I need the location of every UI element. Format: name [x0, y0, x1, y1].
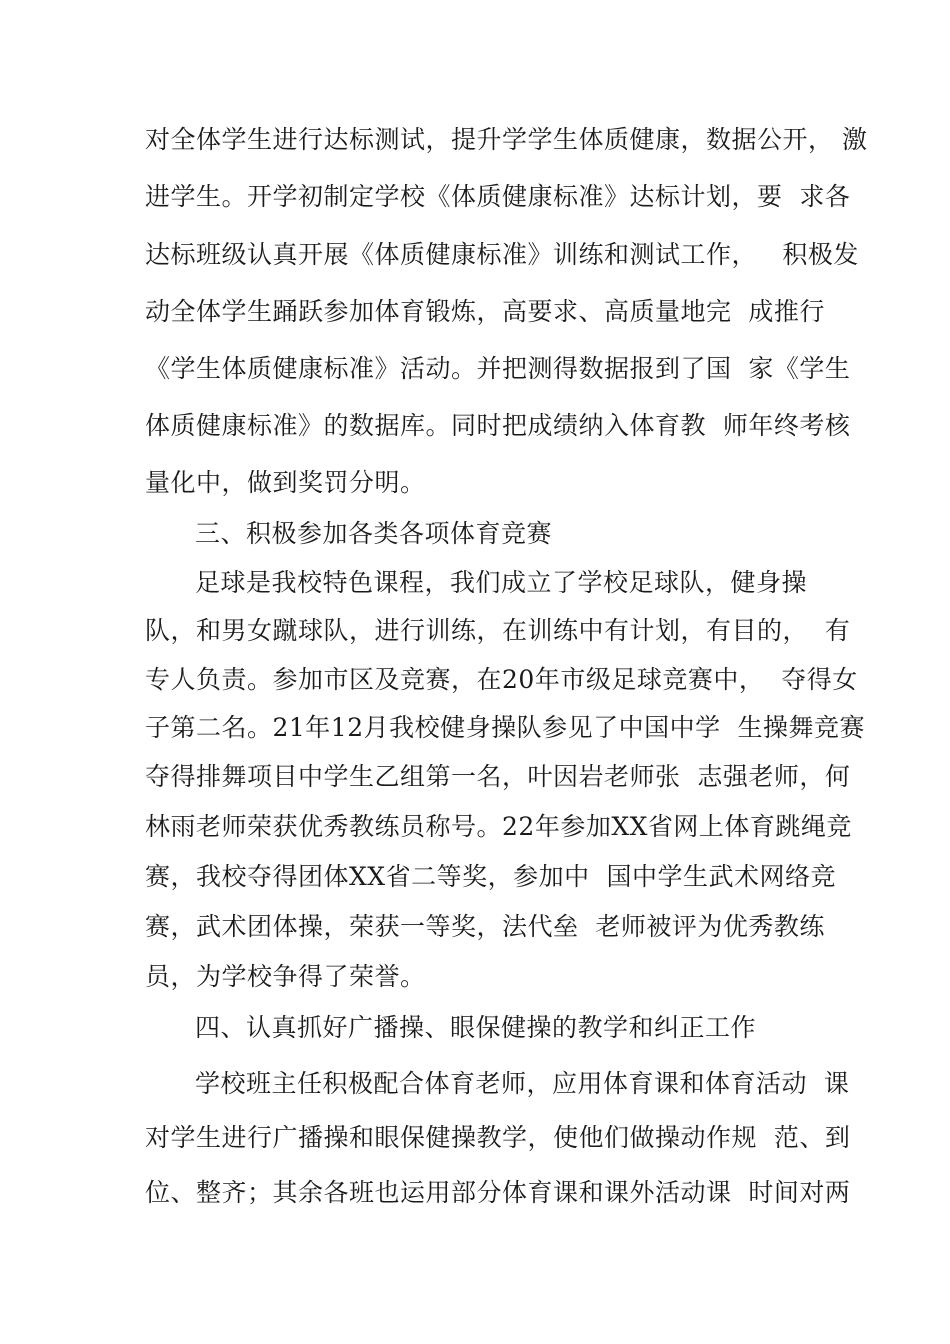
paragraph-line: 动全体学生踊跃参加体育锻炼，高要求、高质量地完 成推行	[145, 297, 825, 326]
paragraph-line: 量化中，做到奖罚分明。	[145, 468, 426, 497]
paragraph-line: 达标班级认真开展《体质健康标准》训练和测试工作， 积极发	[145, 240, 859, 269]
section-heading-4: 四、认真抓好广播操、眼保健操的教学和纠正工作	[195, 1013, 757, 1042]
paragraph-line: 《学生体质健康标准》活动。并把测得数据报到了国 家《学生	[145, 354, 851, 383]
section-heading-3: 三、积极参加各类各项体育竞赛	[195, 519, 553, 548]
paragraph-line: 夺得排舞项目中学生乙组第一名，叶因岩老师张 志强老师，何	[145, 762, 851, 791]
paragraph-line: 位、整齐；其余各班也运用部分体育课和课外活动课 时间对两	[145, 1178, 851, 1207]
paragraph-line: 对全体学生进行达标测试，提升学学生体质健康，数据公开， 激	[145, 125, 868, 154]
paragraph-line: 赛，我校夺得团体XX省二等奖，参加中 国中学生武术网络竞	[145, 862, 836, 891]
paragraph-line: 子第二名。21年12月我校健身操队参见了中国中学 生操舞竞赛	[145, 713, 866, 742]
paragraph-line: 足球是我校特色课程，我们成立了学校足球队，健身操	[195, 568, 808, 597]
paragraph-line: 队，和男女蹴球队，进行训练，在训练中有计划，有目的， 有	[145, 616, 851, 645]
paragraph-line: 体质健康标准》的数据库。同时把成绩纳入体育教 师年终考核	[145, 411, 851, 440]
paragraph-line: 对学生进行广播操和眼保健操教学，使他们做操动作规 范、到	[145, 1123, 851, 1152]
paragraph-line: 林雨老师荣获优秀教练员称号。22年参加XX省网上体育跳绳竞	[145, 812, 852, 841]
paragraph-line: 学校班主任积极配合体育老师，应用体育课和体育活动 课	[195, 1069, 850, 1098]
paragraph-line: 员，为学校争得了荣誉。	[145, 962, 426, 991]
paragraph-line: 赛，武术团体操，荣获一等奖，法代垒 老师被评为优秀教练	[145, 912, 825, 941]
paragraph-line: 进学生。开学初制定学校《体质健康标准》达标计划，要 求各	[145, 182, 851, 211]
paragraph-line: 专人负责。参加市区及竞赛，在20年市级足球竞赛中， 夺得女	[145, 665, 858, 694]
